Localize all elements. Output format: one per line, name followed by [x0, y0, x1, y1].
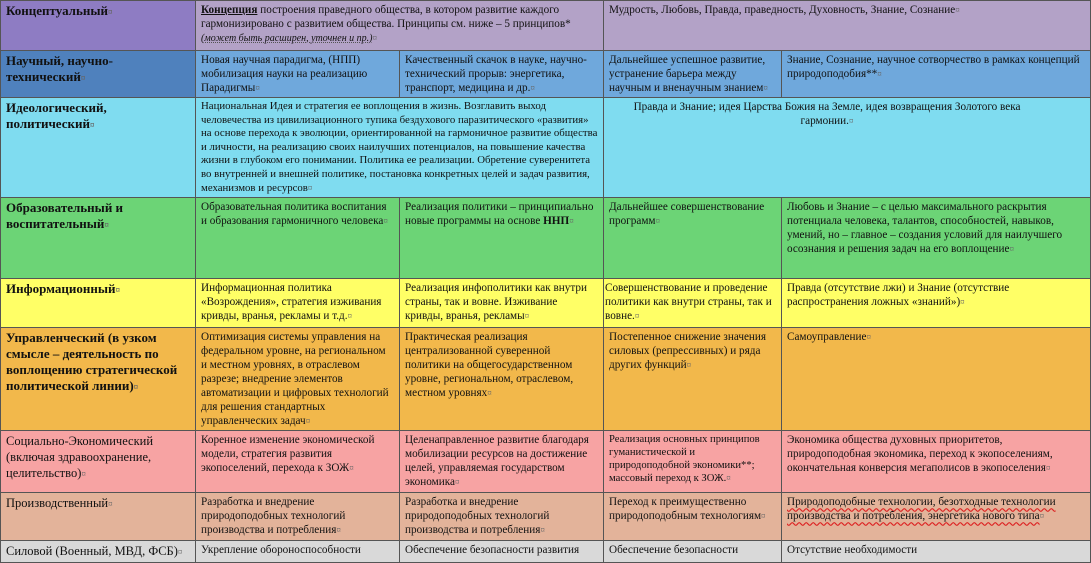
row-label: Силовой (Военный, МВД, ФСБ)¤	[1, 541, 196, 563]
stage-cell: Переход к преимущественно природоподобным технологиям¤	[604, 493, 782, 541]
row-ideological	[1, 98, 1091, 198]
row-scientific	[1, 51, 1091, 98]
stage-cell: Обеспечение безопасности	[604, 541, 782, 563]
stage-cell: Дальнейшее успешное развитие, устранение барьера между научным и вненаучным знанием¤	[604, 51, 782, 98]
row-label: Управленческий (в узком смысле – деятельность по воплощению стратегической политической линии)¤	[1, 328, 196, 431]
stage-cell: Правда (отсутствие лжи) и Знание (отсутствие распространения ложных «знаний»)¤	[782, 279, 1091, 328]
stage-cell: Дальнейшее совершенствование программ¤	[604, 198, 782, 279]
stage-cell: Реализация инфополитики как внутри страны, так и вовне. Изживание кривды, вранья, рекламы¤	[400, 279, 604, 328]
row-label: Идеологический, политический¤	[1, 98, 196, 198]
row-managerial	[1, 328, 1091, 431]
row-security	[1, 541, 1091, 563]
row-label: Концептуальный¤	[1, 1, 196, 51]
row-conceptual	[1, 1, 1091, 51]
row-label: Социально-Экономический (включая здравоохранение, целительство)¤	[1, 431, 196, 493]
row-label: Информационный¤	[1, 279, 196, 328]
ideology-values-cell: Правда и Знание; идея Царства Божия на Земле, идея возвращения Золотого века гармонии.¤	[604, 98, 1091, 198]
stage-cell: Самоуправление¤	[782, 328, 1091, 431]
stage-cell: Реализация основных принципов гуманистической и природоподобной экономики**; массовый переход к ЗОЖ.¤	[604, 431, 782, 493]
stage-cell: Реализация политики – принципиально новые программы на основе ННП¤	[400, 198, 604, 279]
row-label: Научный, научно-технический¤	[1, 51, 196, 98]
row-label: Производственный¤	[1, 493, 196, 541]
stage-cell: Разработка и внедрение природоподобных технологий производства и потребления¤	[400, 493, 604, 541]
stage-cell: Целенаправленное развитие благодаря мобилизации ресурсов на достижение целей, управляемая государством экономика¤	[400, 431, 604, 493]
stage-cell: Разработка и внедрение природоподобных технологий производства и потребления¤	[196, 493, 400, 541]
stage-cell: Качественный скачок в науке, научно-технический прорыв: энергетика, транспорт, медицина и др.¤	[400, 51, 604, 98]
stage-cell: Новая научная парадигма, (НПП) мобилизация науки на реализацию Парадигмы¤	[196, 51, 400, 98]
row-educational	[1, 198, 1091, 279]
stage-cell: Обеспечение безопасности развития	[400, 541, 604, 563]
stage-cell: Образовательная политика воспитания и образования гармоничного человека¤	[196, 198, 400, 279]
row-informational	[1, 279, 1091, 328]
ideology-cell: Национальная Идея и стратегия ее воплощения в жизнь. Возглавить выход человечества из цивилизационного тупика бездухового паразитического «развития» на основе перехода к эволюции, ориентированной на гармоничное развитие общества и личности, на реализацию своих наилучших потенциалов, на повышение качества жизни в глубоком его понимании. Политика ее реализации. Обретение суверенитета во внутренней и внешней политике, постановка конкретных целей и задач развития, механизмов и ресурсов¤	[196, 98, 604, 198]
stage-cell: Коренное изменение экономической модели, стратегия развития экопоселений, перехода к ЗОЖ¤	[196, 431, 400, 493]
stage-cell: Отсутствие необходимости	[782, 541, 1091, 563]
concept-values-cell: Мудрость, Любовь, Правда, праведность, Духовность, Знание, Сознание¤	[604, 1, 1091, 51]
concept-cell: Концепция построения праведного общества, в котором развитие каждого гармонизировано с развитием общества. Принципы см. ниже – 5 принципов* (может быть расширен, уточнен и пр.)¤	[196, 1, 604, 51]
row-socioeconomic	[1, 431, 1091, 493]
row-production	[1, 493, 1091, 541]
row-label: Образовательный и воспитательный¤	[1, 198, 196, 279]
stage-cell: Любовь и Знание – с целью максимального раскрытия потенциала человека, талантов, способностей, навыков, умений, но – главное – создания условий для наилучшего осознания и решения задач на его воплощение¤	[782, 198, 1091, 279]
stage-cell: Постепенное снижение значения силовых (репрессивных) и ряда других функций¤	[604, 328, 782, 431]
stage-cell: Экономика общества духовных приоритетов, природоподобная экономика, переход к экопоселениям, окончательная конверсия мегаполисов в экопоселения¤	[782, 431, 1091, 493]
stage-cell: Информационная политика «Возрождения», стратегия изживания кривды, вранья, рекламы и т.д.¤	[196, 279, 400, 328]
stage-cell: Совершенствование и проведение политики как внутри страны, так и вовне.¤	[604, 279, 782, 328]
stage-cell: Знание, Сознание, научное сотворчество в рамках концепций природоподобия**¤	[782, 51, 1091, 98]
stage-cell: Природоподобные технологии, безотходные технологии производства и потребления, энергетика нового типа¤	[782, 493, 1091, 541]
stage-cell: Оптимизация системы управления на федеральном уровне, на региональном и местном уровнях, в отраслевом разрезе; внедрение элементов автоматизации и цифровых технологий для решения стандартных управленческих задач¤	[196, 328, 400, 431]
stage-cell: Практическая реализация централизованной суверенной политики на общегосударственном уровне, региональном, отраслевом, местном уровнях¤	[400, 328, 604, 431]
stage-cell: Укрепление обороноспособности	[196, 541, 400, 563]
